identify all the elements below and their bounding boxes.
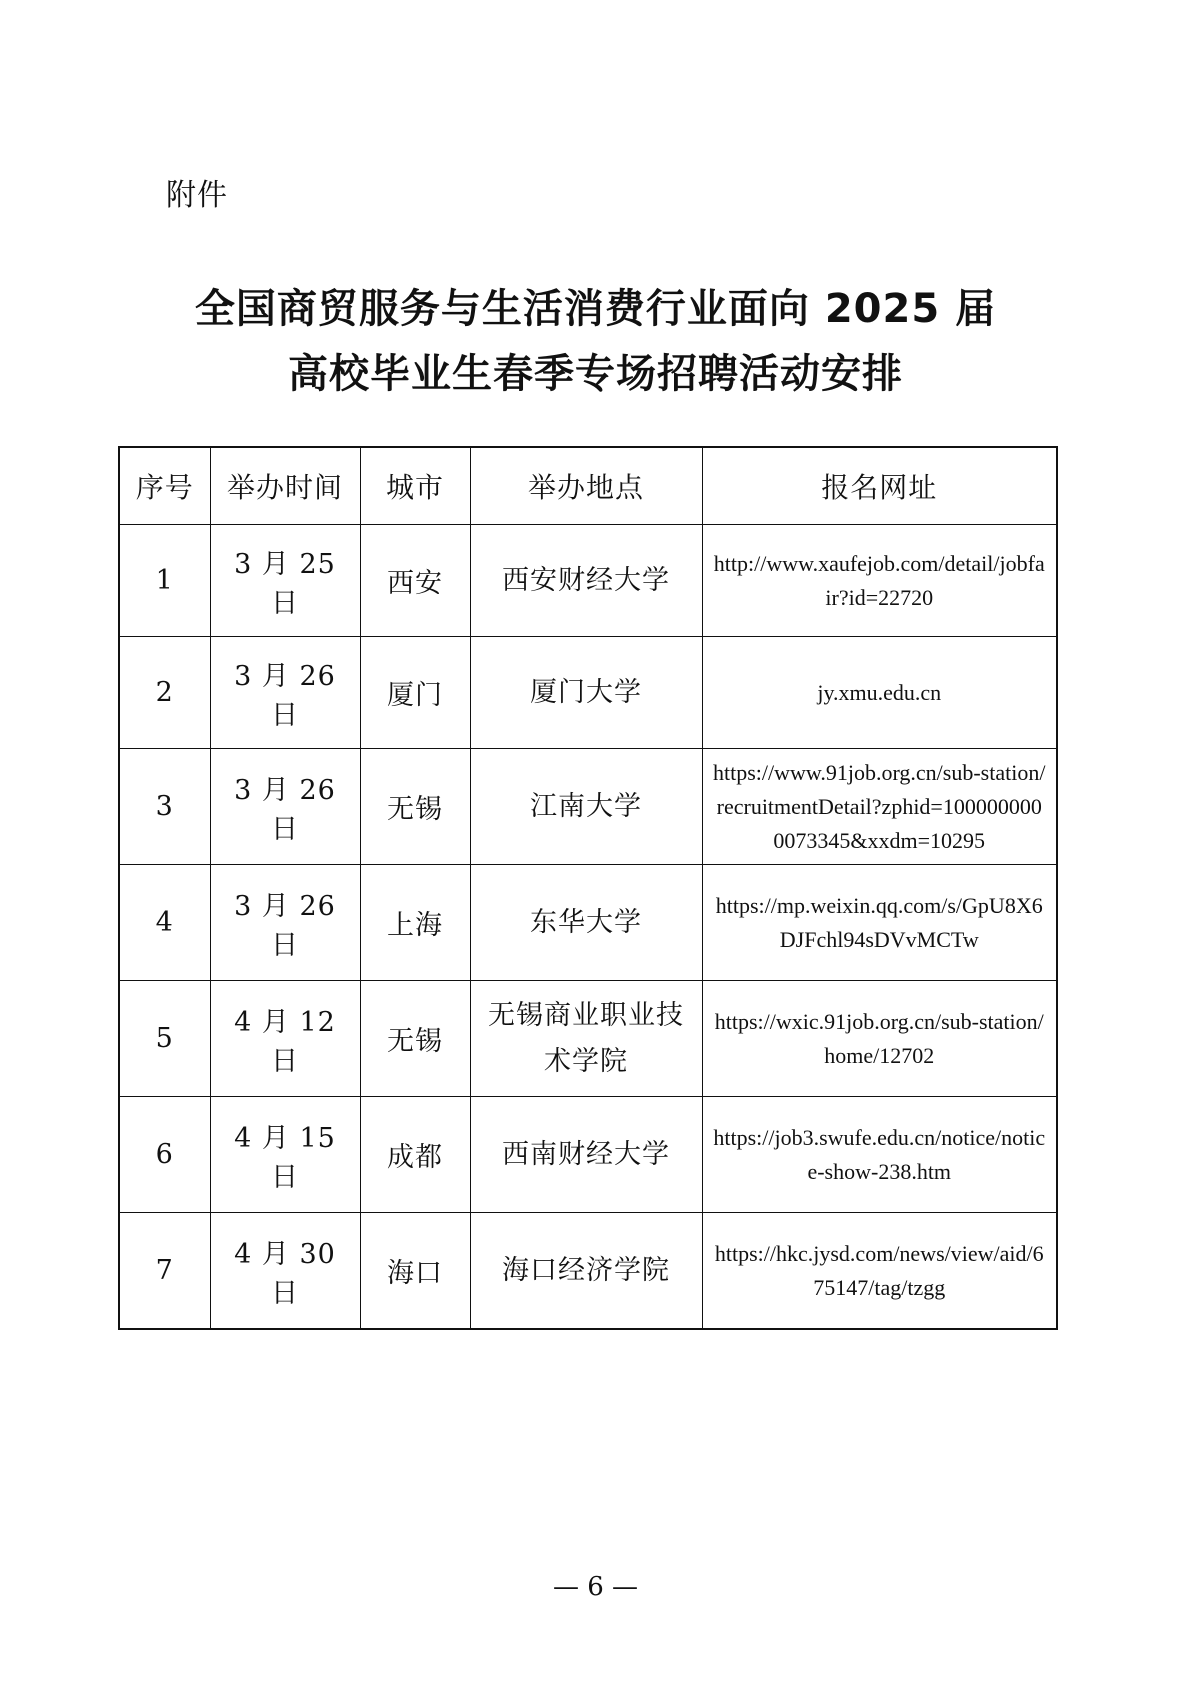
page-number: — 6 — xyxy=(552,1572,639,1602)
cell-date: 4 月 15 日 xyxy=(210,1097,360,1213)
cell-city: 海口 xyxy=(360,1213,470,1330)
table-header-row xyxy=(119,447,1057,525)
cell-city: 西安 xyxy=(360,525,470,637)
cell-venue: 西安财经大学 xyxy=(470,525,702,637)
header-venue: 举办地点 xyxy=(470,447,702,525)
cell-registration-url: https://wxic.91job.org.cn/sub-station/home/12702 xyxy=(702,981,1057,1097)
cell-registration-url: http://www.xaufejob.com/detail/jobfair?id=22720 xyxy=(702,525,1057,637)
cell-city: 无锡 xyxy=(360,749,470,865)
cell-number: 5 xyxy=(119,981,210,1097)
cell-city: 厦门 xyxy=(360,637,470,749)
table-row xyxy=(119,1097,1057,1213)
header-date: 举办时间 xyxy=(210,447,360,525)
cell-date: 3 月 25 日 xyxy=(210,525,360,637)
cell-number: 1 xyxy=(119,525,210,637)
table-row xyxy=(119,525,1057,637)
cell-date: 4 月 30 日 xyxy=(210,1213,360,1330)
cell-registration-url: https://mp.weixin.qq.com/s/GpU8X6DJFchl94sDVvMCTw xyxy=(702,865,1057,981)
document-title-line-1: 全国商贸服务与生活消费行业面向 2025 届 xyxy=(194,286,997,332)
schedule-table-container xyxy=(118,446,1056,1330)
cell-registration-url: jy.xmu.edu.cn xyxy=(702,637,1057,749)
header-number: 序号 xyxy=(119,447,210,525)
table-row xyxy=(119,865,1057,981)
header-city: 城市 xyxy=(360,447,470,525)
header-registration-url: 报名网址 xyxy=(702,447,1057,525)
cell-number: 2 xyxy=(119,637,210,749)
cell-date: 3 月 26 日 xyxy=(210,749,360,865)
table-row xyxy=(119,1213,1057,1330)
cell-venue: 东华大学 xyxy=(470,865,702,981)
cell-registration-url: https://hkc.jysd.com/news/view/aid/675147/tag/tzgg xyxy=(702,1213,1057,1330)
document-title-line-2: 高校毕业生春季专场招聘活动安排 xyxy=(288,351,903,397)
table-row xyxy=(119,981,1057,1097)
cell-venue: 海口经济学院 xyxy=(470,1213,702,1330)
cell-venue: 无锡商业职业技术学院 xyxy=(470,981,702,1097)
cell-date: 3 月 26 日 xyxy=(210,865,360,981)
cell-number: 6 xyxy=(119,1097,210,1213)
table-row xyxy=(119,749,1057,865)
cell-city: 成都 xyxy=(360,1097,470,1213)
cell-date: 4 月 12 日 xyxy=(210,981,360,1097)
cell-registration-url: https://job3.swufe.edu.cn/notice/notice-show-238.htm xyxy=(702,1097,1057,1213)
cell-number: 4 xyxy=(119,865,210,981)
cell-number: 3 xyxy=(119,749,210,865)
cell-date: 3 月 26 日 xyxy=(210,637,360,749)
cell-registration-url: https://www.91job.org.cn/sub-station/recruitmentDetail?zphid=1000000000073345&xxdm=10295 xyxy=(702,749,1057,865)
cell-venue: 江南大学 xyxy=(470,749,702,865)
cell-city: 上海 xyxy=(360,865,470,981)
cell-city: 无锡 xyxy=(360,981,470,1097)
cell-venue: 厦门大学 xyxy=(470,637,702,749)
schedule-table xyxy=(118,446,1058,1330)
cell-number: 7 xyxy=(119,1213,210,1330)
table-row xyxy=(119,637,1057,749)
cell-venue: 西南财经大学 xyxy=(470,1097,702,1213)
annex-label: 附件 xyxy=(166,178,228,213)
